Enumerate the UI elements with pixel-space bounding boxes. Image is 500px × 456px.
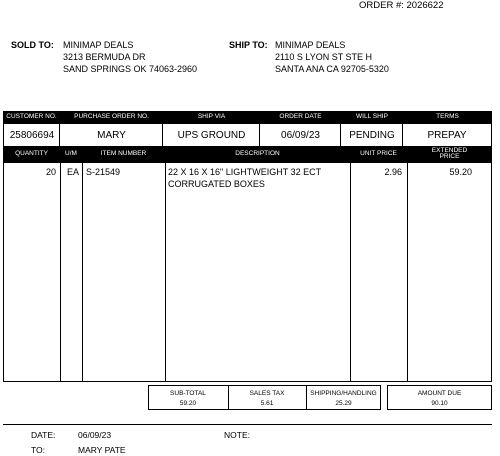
item-unit-price: 2.96 — [384, 167, 402, 177]
footer-note-label: NOTE: — [224, 430, 250, 440]
items-table-body — [3, 162, 492, 382]
amount-due-label: AMOUNT DUE — [417, 390, 462, 397]
item-number: S-21549 — [86, 167, 121, 177]
header-quantity: QUANTITY — [15, 149, 48, 157]
item-um: EA — [67, 167, 80, 177]
footer-to-label: TO: — [31, 445, 46, 455]
order-number-label: ORDER #: — [359, 0, 404, 11]
ship-to-line-3: SANTA ANA CA 92705-5320 — [275, 64, 389, 74]
value-order-date: 06/09/23 — [281, 129, 320, 141]
header-extended-price-line-2: PRICE — [439, 153, 460, 160]
header-unit-price: UNIT PRICE — [360, 149, 397, 157]
footer-divider — [3, 424, 492, 425]
header-terms: TERMS — [436, 113, 459, 121]
shipping-label: SHIPPING/HANDLING — [310, 390, 377, 397]
amount-due-value: 90.10 — [431, 400, 448, 407]
value-ship-via: UPS GROUND — [177, 129, 246, 141]
value-customer-no: 25806694 — [9, 129, 55, 141]
order-number — [359, 0, 444, 11]
footer-date-label: DATE: — [31, 430, 56, 440]
sold-to-label: SOLD TO: — [11, 40, 54, 50]
item-quantity: 20 — [45, 167, 56, 177]
header-order-date: ORDER DATE — [279, 113, 322, 121]
item-description-line-2: CORRUGATED BOXES — [168, 179, 265, 189]
order-values-row — [3, 124, 492, 146]
header-ship-via: SHIP VIA — [197, 113, 226, 121]
footer-to-value: MARY PATE — [78, 445, 126, 455]
item-extended-price: 59.20 — [449, 167, 472, 177]
header-extended-price — [407, 146, 492, 162]
sales-tax-value: 5.61 — [260, 400, 274, 407]
order-number-value: 2026622 — [406, 0, 444, 11]
sold-to-line-3: SAND SPRINGS OK 74063-2960 — [63, 64, 198, 74]
header-purchase-order-no: PURCHASE ORDER NO. — [74, 113, 149, 121]
sold-to-line-1: MINIMAP DEALS — [63, 40, 134, 50]
header-extended-price-line-1: EXTENDED — [431, 146, 468, 154]
header-description: DESCRIPTION — [235, 149, 280, 157]
value-will-ship: PENDING — [349, 129, 395, 141]
subtotal-label: SUB-TOTAL — [170, 390, 206, 397]
value-terms: PREPAY — [427, 129, 467, 141]
sales-tax-label: SALES TAX — [249, 390, 285, 397]
footer-date-value: 06/09/23 — [78, 430, 112, 440]
order-header-bar — [3, 111, 492, 124]
ship-to-line-1: MINIMAP DEALS — [275, 40, 346, 50]
item-description-line-1: 22 X 16 X 16" LIGHTWEIGHT 32 ECT — [168, 167, 322, 177]
value-purchase-order-no: MARY — [97, 129, 126, 141]
shipping-value: 25.29 — [335, 400, 352, 407]
ship-to-label: SHIP TO: — [229, 40, 268, 50]
header-will-ship: WILL SHIP — [356, 113, 388, 121]
item-header-bar — [3, 146, 492, 162]
ship-to-line-2: 2110 S LYON ST STE H — [275, 52, 373, 62]
header-customer-no: CUSTOMER NO. — [6, 113, 57, 121]
header-item-number: ITEM NUMBER — [100, 149, 147, 157]
header-um: U/M — [65, 149, 77, 157]
subtotal-value: 59.20 — [179, 400, 197, 407]
sold-to-line-2: 3213 BERMUDA DR — [63, 52, 146, 62]
